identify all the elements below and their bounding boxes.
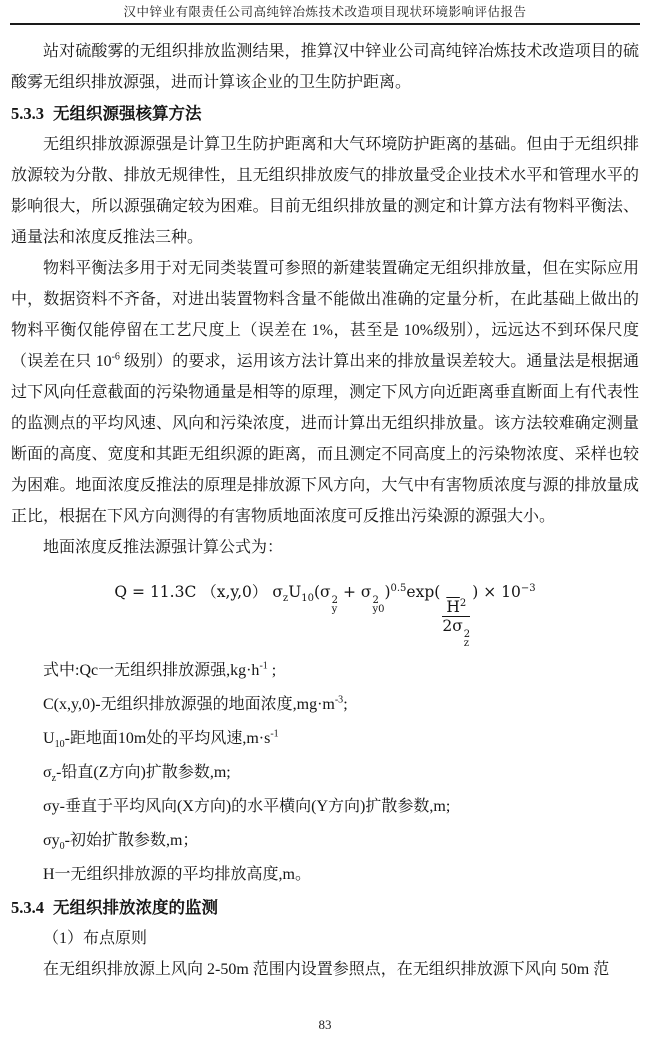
paragraph-methods: 无组织排放源源强是计算卫生防护距离和大气环境防护距离的基础。但由于无组织排放源较为分散、排放无规律性，且无组织排放废气的排放量受企业技术水平和管理水平的影响很大，所以源强确定较为困难。目前无组织排放量的测定和计算方法有物料平衡法、通量法和浓度反推法三种。 (11, 136, 639, 246)
definition-sigma-z: $\sigma_z-$铅直(Z方向)扩散参数,m; (43, 764, 231, 785)
definition-Qc: 式中:Qc一无组织排放源强$,kg\cdot h^{-1}$ ; (43, 660, 277, 680)
definition-sigma-y0: $\sigma y_0-$初始扩散参数,m； (43, 832, 199, 853)
definition-C: C(x,y,0)-无组织排放源强的地面浓度$,mg\cdot m^{-3}$; (43, 694, 348, 714)
paragraph-intro: 站对硫酸雾的无组织排放监测结果，推算汉中锌业公司高纯锌冶炼技术改造项目的硫酸雾无组织排放源强，进而计算该企业的卫生防护距离。 (11, 43, 639, 91)
definition-sigma-y: σy-垂直于平均风向(X方向)的水平横向(Y方向)扩散参数,m; (43, 798, 451, 816)
page-number: 83 (318, 1017, 332, 1032)
section-number: 5.3.3 (11, 104, 44, 123)
section-heading-5-3-4 (11, 892, 639, 923)
symbol-definitions (11, 654, 639, 892)
section-number: 5.3.4 (11, 898, 44, 918)
source-strength-formula: Q = 11.3C （x,y,0） $\sigma_zU_{10}(\sigma$ 2 y + σ 2 y0 )$^{0.5}$exp( $\overline{H}^2$ 2σ 2 z ) × $10^{-3}$ (114, 582, 536, 650)
definition-H: H一无组织排放源的平均排放高度,m。 (43, 866, 312, 884)
section-title: 无组织源强核算方法 (53, 104, 202, 123)
section-heading-5-3-3 (11, 98, 639, 129)
paragraph-point-principle: （1）布点原则 (43, 930, 148, 948)
page-header (0, 0, 650, 25)
document-body (0, 25, 650, 985)
paragraph-formula-intro: 地面浓度反推法源强计算公式为： (43, 539, 284, 556)
paragraph-material-balance: 物料平衡法多用于对无同类装置可参照的新建装置确定无组织排放量，但在实际应用中，数据资料不齐备，对进出装置物料含量不能做出准确的定量分析，在此基础上做出的物料平衡仅能停留在工艺尺度上（误差在 1%，甚至是 10%级别），远远达不到环保尺度（误差在只 $10^{-6}$ 级别）的要求，运用该方法计算出来的排放量误差较大。通量法是根据通过下风向任意截面的污染物通量是相等的原理，测定下风方向近距离垂直断面上有代表性的监测点的平均风速、风向和污染浓度，进而计算出无组织排放量。该方法较难确定测量断面的高度、宽度和其距无组织源的距离，而且测定不同高度上的污染物浓度、采样也较为困难。地面浓度反推法的原理是排放源下风方向，大气中有害物质浓度与源的排放量成正比，根据在下风方向测得的有害物质地面浓度可反推出污染源的源强大小。 (11, 260, 639, 525)
header-title: 汉中锌业有限责任公司高纯锌冶炼技术改造项目现状环境影响评估报告 (123, 5, 527, 19)
paragraph-last: 在无组织排放源上风向 2-50m 范围内设置参照点，在无组织排放源下风向 50m 范 (43, 961, 610, 979)
section-title: 无组织排放浓度的监测 (53, 898, 218, 918)
definition-U10: $U_{10}-$距地面10m处的平均风速$,m\cdot s^{-1}$ (43, 728, 279, 751)
